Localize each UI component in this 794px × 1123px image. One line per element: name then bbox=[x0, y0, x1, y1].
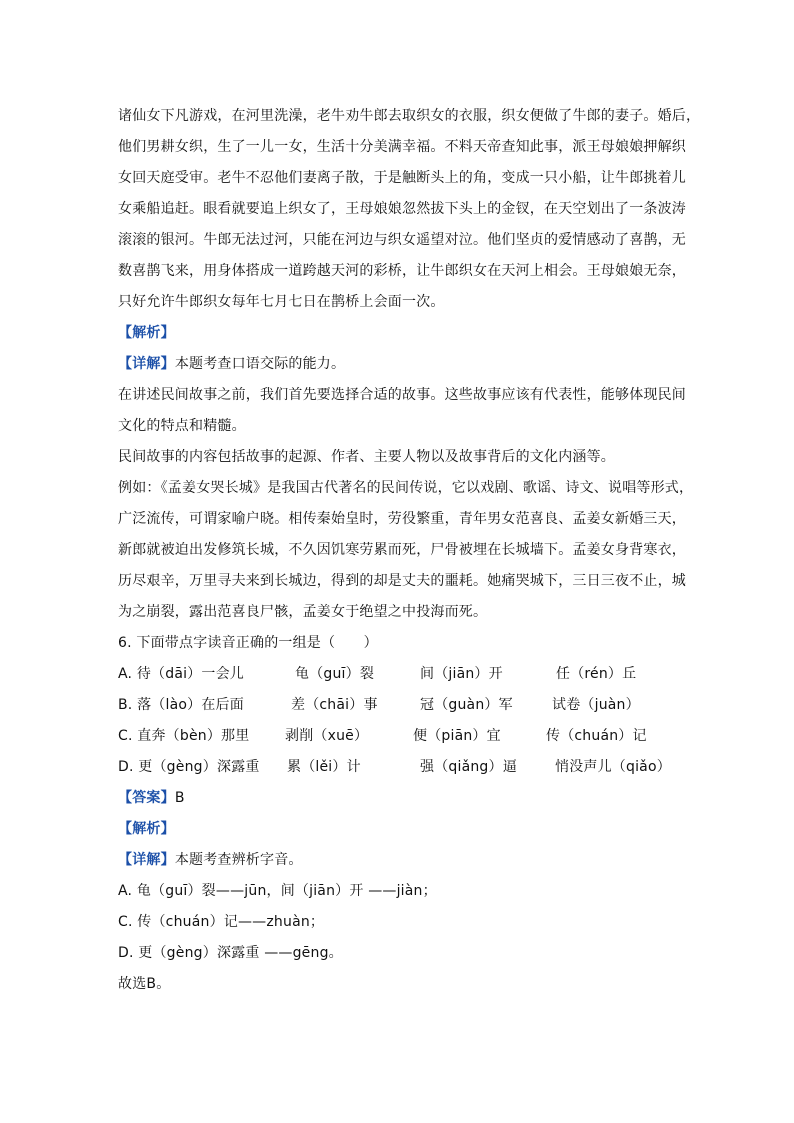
q6-option-a-3: 间（jiān）开 bbox=[420, 666, 503, 682]
q6-option-d bbox=[118, 757, 678, 777]
story-line-2: 他们男耕女织，生了一儿一女，生活十分美满幸福。不料天帝查知此事，派王母娘娘押解织 bbox=[118, 139, 686, 155]
q5-body-line-2: 文化的特点和精髓。 bbox=[118, 418, 246, 434]
q6-explain-line-4: 故选B。 bbox=[118, 976, 171, 992]
q6-explain-line-2: C. 传（chuán）记——zhuàn； bbox=[118, 914, 325, 930]
q5-detail-text: 本题考查口语交际的能力。 bbox=[174, 356, 346, 372]
q5-body-line-6: 新郎就被迫出发修筑长城，不久因饥寒劳累而死，尸骨被埋在长城墙下。孟姜女身背寒衣， bbox=[118, 542, 686, 558]
story-line-1: 诸仙女下凡游戏，在河里洗澡，老牛劝牛郎去取织女的衣服，织女便做了牛郎的妻子。婚后， bbox=[118, 108, 701, 124]
q6-option-c bbox=[118, 726, 678, 746]
q6-option-b-4: 试卷（juàn） bbox=[552, 697, 640, 713]
q6-detail-tag: 【详解】 bbox=[118, 852, 175, 868]
story-line-7: 只好允许牛郎织女每年七月七日在鹊桥上会面一次。 bbox=[118, 294, 445, 310]
q6-answer-tag: 【答案】 bbox=[118, 790, 175, 806]
story-line-5: 滚滚的银河。牛郎无法过河，只能在河边与织女遥望对泣。他们坚贞的爱情感动了喜鹊，无 bbox=[118, 232, 686, 248]
q6-option-b bbox=[118, 695, 678, 715]
q6-option-c-2: 剥削（xuē） bbox=[285, 728, 369, 744]
q5-body-line-8: 为之崩裂，露出范喜良尸骸，孟姜女于绝望之中投海而死。 bbox=[118, 604, 488, 620]
q6-option-b-1: B. 落（lào）在后面 bbox=[118, 697, 244, 713]
q5-body-line-5: 广泛流传，可谓家喻户晓。相传秦始皇时，劳役繁重，青年男女范喜良、孟姜女新婚三天， bbox=[118, 511, 686, 527]
q6-option-a bbox=[118, 664, 678, 684]
q6-option-c-3: 便（piān）宜 bbox=[413, 728, 501, 744]
story-line-6: 数喜鹊飞来，用身体搭成一道跨越天河的彩桥，让牛郎织女在天河上相会。王母娘娘无奈， bbox=[118, 263, 686, 279]
q6-explain-line-1: A. 龟（guī）裂——jūn，间（jiān）开 ——jiàn； bbox=[118, 883, 437, 899]
q6-answer bbox=[118, 788, 185, 808]
q5-detail bbox=[118, 354, 345, 374]
q6-detail bbox=[118, 850, 303, 870]
q5-detail-tag: 【详解】 bbox=[118, 356, 175, 372]
q6-option-c-4: 传（chuán）记 bbox=[546, 728, 647, 744]
q6-option-d-2: 累（lěi）计 bbox=[287, 759, 361, 775]
q6-explain-line-3: D. 更（gèng）深露重 ——gēng。 bbox=[118, 945, 343, 961]
q6-detail-text: 本题考查辨析字音。 bbox=[174, 852, 303, 868]
q6-option-d-4: 悄没声儿（qiǎo） bbox=[555, 759, 671, 775]
story-line-3: 女回天庭受审。老牛不忍他们妻离子散，于是触断头上的角，变成一只小船，让牛郎挑着儿 bbox=[118, 170, 686, 186]
q5-body-line-1: 在讲述民间故事之前，我们首先要选择合适的故事。这些故事应该有代表性，能够体现民间 bbox=[118, 387, 686, 403]
q6-answer-value: B bbox=[174, 790, 185, 806]
q6-option-c-1: C. 直奔（bèn）那里 bbox=[118, 728, 250, 744]
q6-stem: 6. 下面带点字读音正确的一组是（ ） bbox=[118, 635, 378, 651]
q5-analysis-tag: 【解析】 bbox=[118, 325, 175, 341]
q5-body-line-4: 例如：《孟姜女哭长城》是我国古代著名的民间传说，它以戏剧、歌谣、诗文、说唱等形式， bbox=[118, 480, 694, 496]
q6-option-a-4: 任（rén）丘 bbox=[556, 666, 637, 682]
q5-body-line-3: 民间故事的内容包括故事的起源、作者、主要人物以及故事背后的文化内涵等。 bbox=[118, 449, 615, 465]
q6-option-b-2: 差（chāi）事 bbox=[291, 697, 378, 713]
q5-body-line-7: 历尽艰辛，万里寻夫来到长城边，得到的却是丈夫的噩耗。她痛哭城下，三日三夜不止，城 bbox=[118, 573, 686, 589]
q6-option-d-3: 强（qiǎng）逼 bbox=[420, 759, 517, 775]
story-line-4: 女乘船追赶。眼看就要追上织女了，王母娘娘忽然拔下头上的金钗，在天空划出了一条波涛 bbox=[118, 201, 686, 217]
q6-option-a-1: A. 待（dāi）一会儿 bbox=[118, 666, 244, 682]
q6-option-b-3: 冠（guàn）军 bbox=[420, 697, 513, 713]
q6-option-a-2: 龟（guī）裂 bbox=[295, 666, 375, 682]
q6-option-d-1: D. 更（gèng）深露重 bbox=[118, 759, 260, 775]
q6-analysis-tag: 【解析】 bbox=[118, 821, 175, 837]
